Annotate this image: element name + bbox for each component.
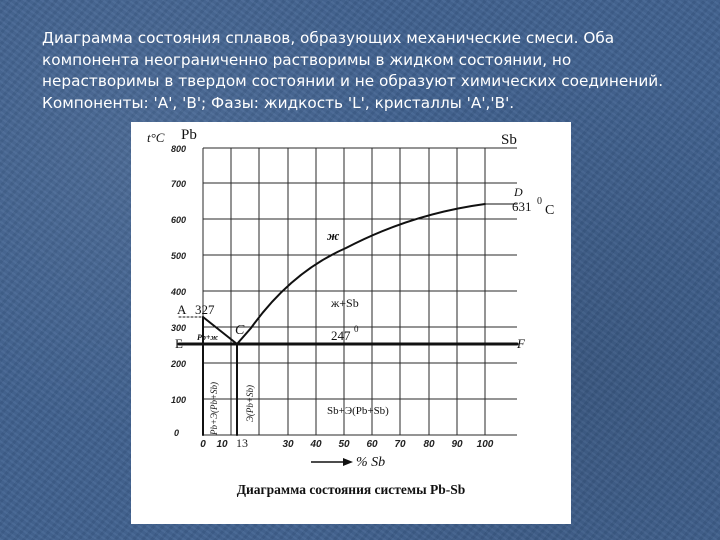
y-tick-labels xyxy=(170,144,186,438)
region-solid-left-1: Pb+Э(Pb+Sb) xyxy=(209,381,219,435)
eutectic-temp-sup: 0 xyxy=(354,324,359,334)
eutectic-temp-label: 247 xyxy=(331,328,351,343)
slide-text-line-2: компонента неограниченно растворимы в жидком состоянии, но xyxy=(42,50,572,69)
slide-text-line-4: Компоненты: 'A', 'B'; Фазы: жидкость 'L', кристаллы 'A','B'. xyxy=(42,93,515,112)
point-f-label: F xyxy=(517,336,525,351)
y-tick-500: 500 xyxy=(170,251,186,261)
y-tick-700: 700 xyxy=(170,179,186,189)
pb-melt-label: 327 xyxy=(195,302,215,317)
point-d-label: D xyxy=(514,185,523,199)
x-tick-0: 0 xyxy=(200,439,206,450)
y-tick-0: 0 xyxy=(173,428,179,438)
phase-diagram-figure xyxy=(131,122,571,524)
x-tick-90: 90 xyxy=(451,439,463,450)
x-tick-60: 60 xyxy=(366,439,378,450)
y-unit-label: t°C xyxy=(147,130,165,145)
phase-lines xyxy=(179,204,517,435)
x-tick-labels xyxy=(200,436,494,450)
region-liquid-sb: ж+Sb xyxy=(331,296,359,310)
left-component-label: Pb xyxy=(181,127,197,143)
y-tick-600: 600 xyxy=(170,215,186,225)
x-tick-13: 13 xyxy=(236,436,248,450)
y-tick-800: 800 xyxy=(170,144,186,154)
region-liquid: ж xyxy=(327,228,340,243)
region-labels xyxy=(197,228,389,436)
slide-text-line-3: нерастворимы в твердом состоянии и не образуют химических соединений. xyxy=(42,72,664,90)
y-tick-300: 300 xyxy=(170,323,186,333)
y-tick-100: 100 xyxy=(170,395,186,405)
x-axis-label-group xyxy=(311,455,385,470)
y-tick-400: 400 xyxy=(170,287,186,297)
region-small-left: Pb+ж xyxy=(197,333,219,342)
x-tick-80: 80 xyxy=(423,439,435,450)
region-solid-left-2: Э(Pb+Sb) xyxy=(245,385,255,422)
x-axis-label: % Sb xyxy=(356,455,386,470)
x-tick-50: 50 xyxy=(338,439,350,450)
x-tick-70: 70 xyxy=(394,439,406,450)
x-tick-40: 40 xyxy=(310,439,322,450)
x-tick-10: 10 xyxy=(216,439,228,450)
sb-melt-sup: 0 xyxy=(537,196,542,207)
slide-text xyxy=(42,28,692,114)
point-a-label: A xyxy=(177,302,187,317)
x-tick-30: 30 xyxy=(282,439,294,450)
slide-text-line-1: Диаграмма состояния сплавов, образующих механические смеси. Оба xyxy=(42,29,615,47)
point-e-label: E xyxy=(175,336,183,351)
sb-melt-label: 631 xyxy=(512,199,532,214)
phase-diagram xyxy=(131,122,571,524)
region-solid-right: Sb+Э(Pb+Sb) xyxy=(327,405,389,417)
y-tick-200: 200 xyxy=(170,359,186,369)
point-labels xyxy=(175,185,554,351)
sb-melt-unit: C xyxy=(545,203,555,218)
point-c-label: C xyxy=(235,323,245,338)
diagram-caption: Диаграмма состояния системы Pb-Sb xyxy=(236,482,466,497)
liquidus-right xyxy=(237,204,485,344)
x-axis-arrowhead xyxy=(343,458,353,466)
right-component-label: Sb xyxy=(501,132,517,148)
x-tick-100: 100 xyxy=(476,439,494,450)
